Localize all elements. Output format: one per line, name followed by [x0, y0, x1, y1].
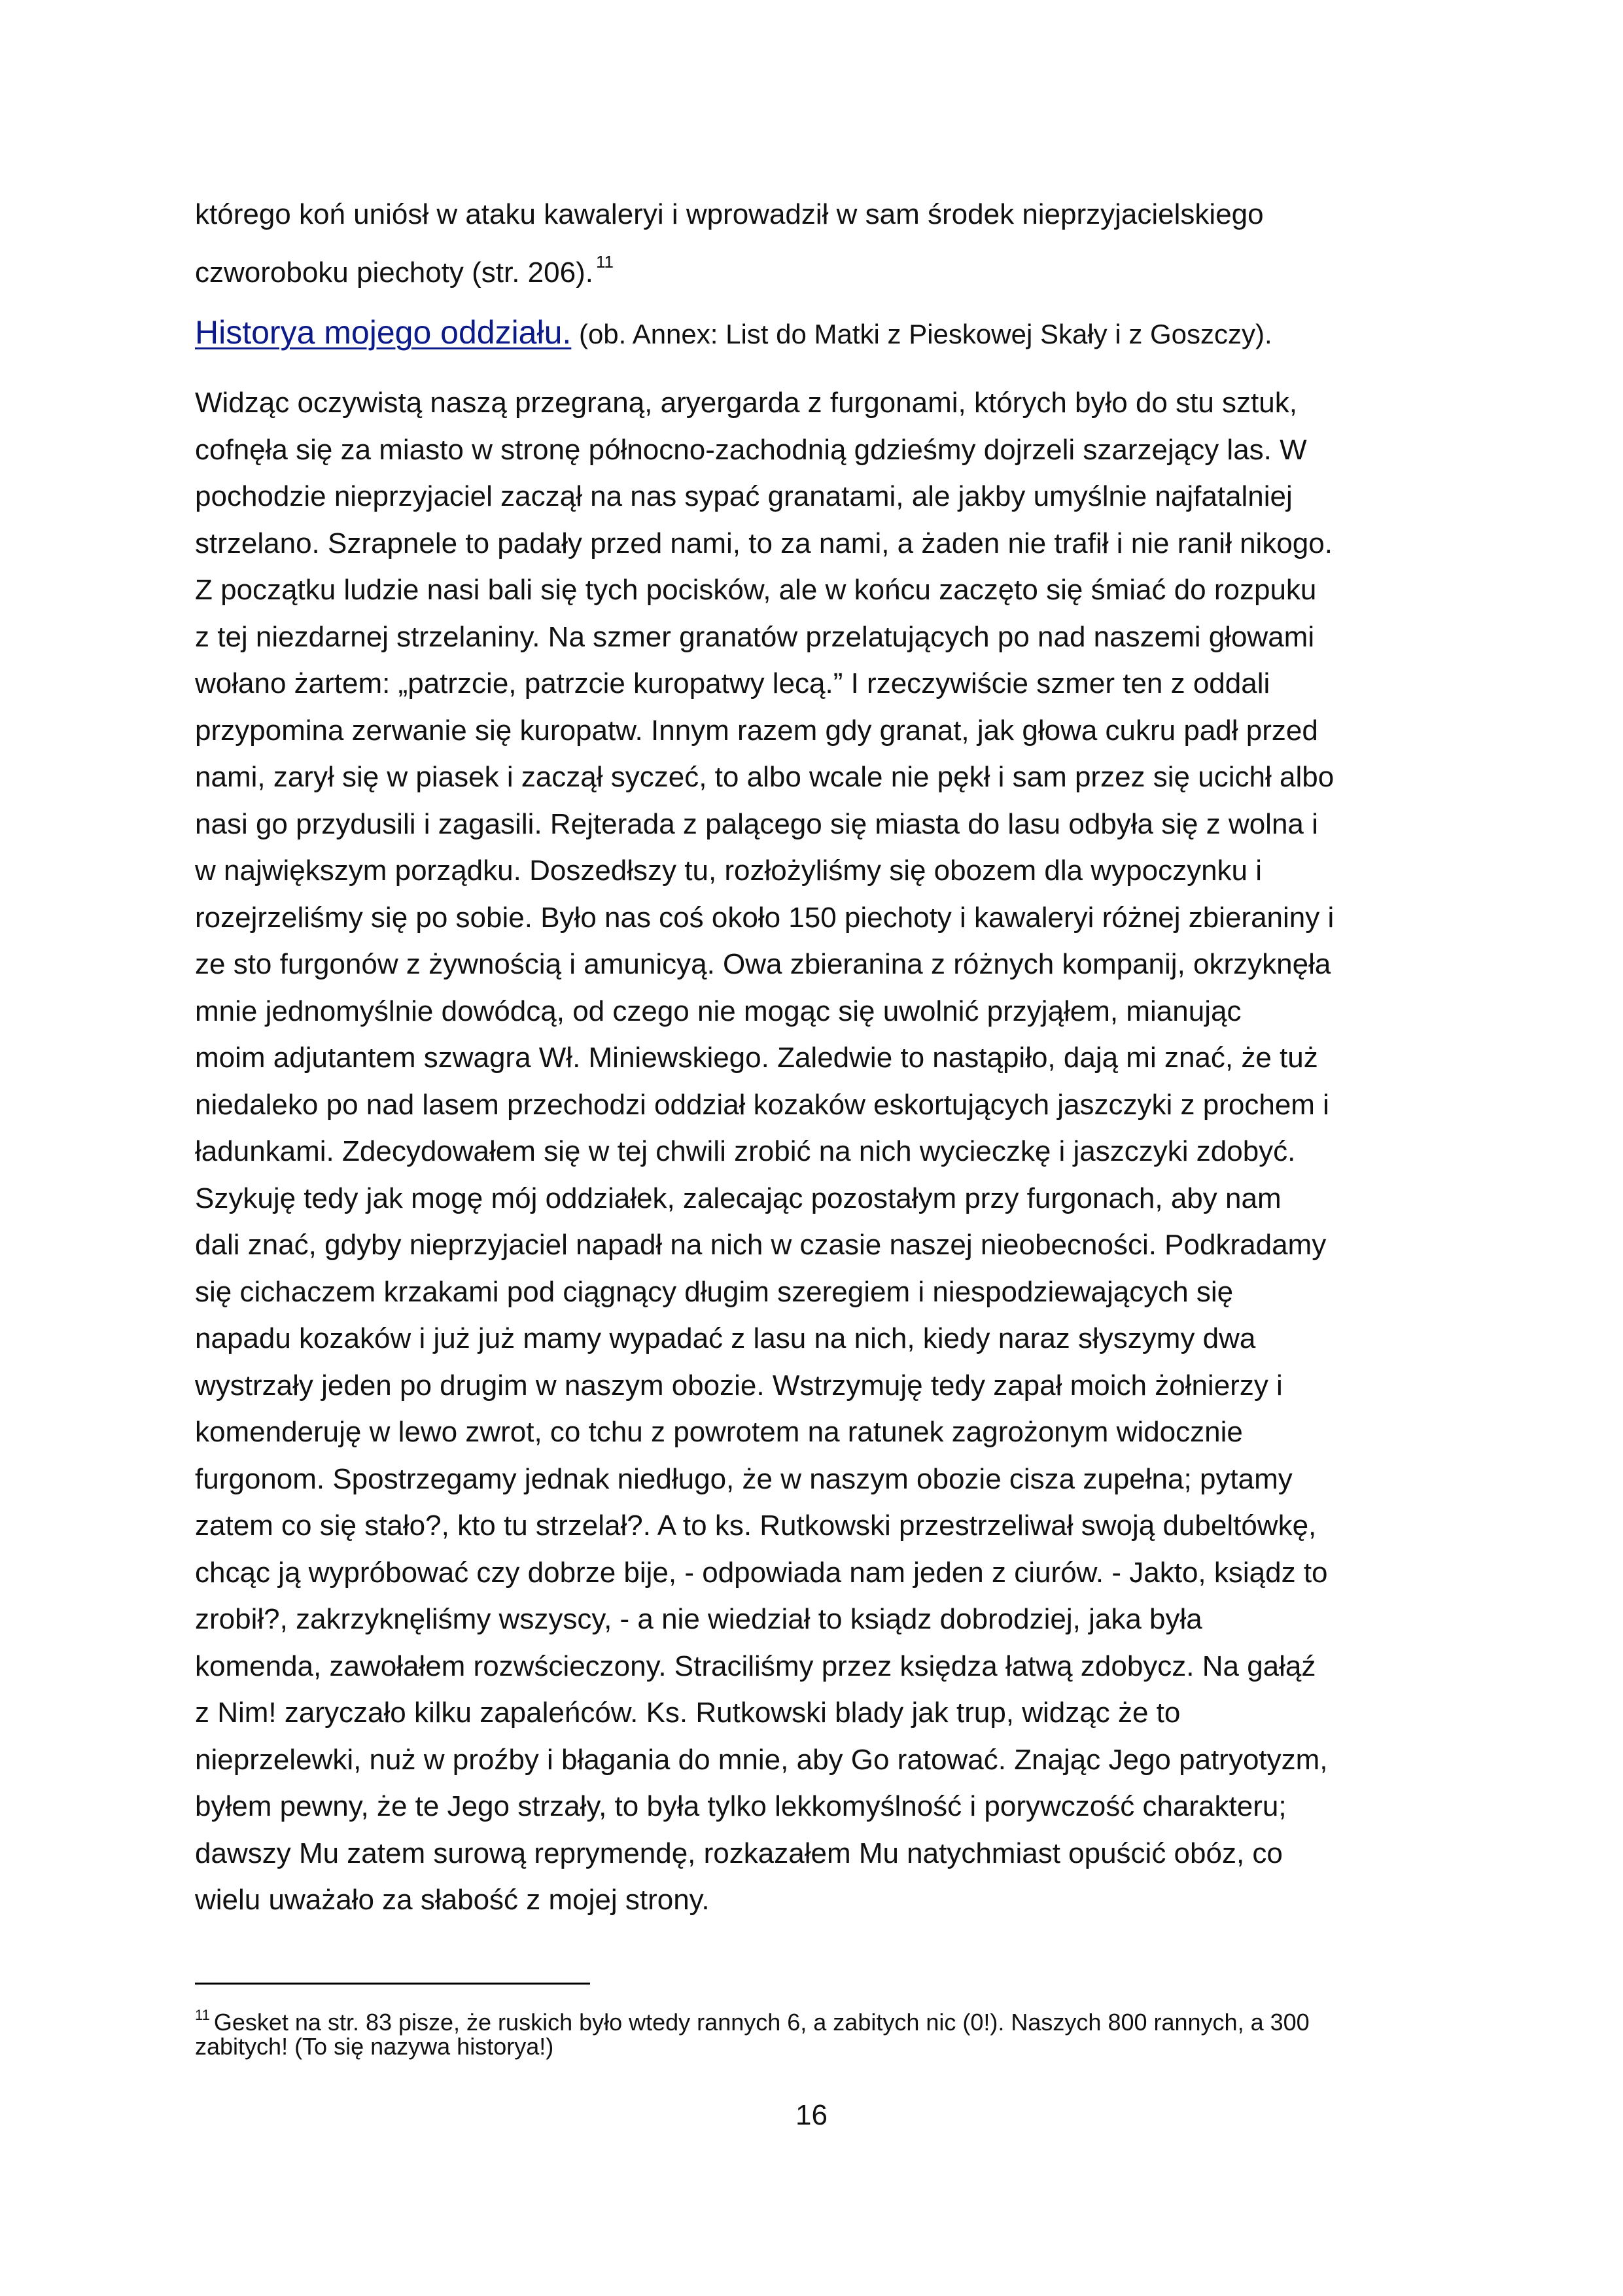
body-line: zrobił?, zakrzyknęliśmy wszyscy, - a nie wiedział to ksiądz dobrodziej, jaka była: [195, 1603, 1202, 1635]
body-line: przypomina zerwanie się kuropatw. Innym razem gdy granat, jak głowa cukru padł przed: [195, 714, 1318, 747]
body-line: rozejrzeliśmy się po sobie. Było nas coś około 150 piechoty i kawaleryi różnej zbieraniny i: [195, 901, 1335, 934]
intro-line: którego koń uniósł w ataku kawaleryi i wprowadził w sam środek nieprzyjacielskiego: [195, 198, 1264, 230]
footnote-line: zabitych! (To się nazywa historya!): [195, 2033, 554, 2060]
body-line: furgonom. Spostrzegamy jednak niedługo, że w naszym obozie cisza zupełna; pytamy: [195, 1462, 1293, 1495]
section-annex-note: (ob. Annex: List do Matki z Pieskowej Skały i z Goszczy).: [571, 319, 1272, 349]
body-line: nasi go przydusili i zagasili. Rejterada z palącego się miasta do lasu odbyła się z wolna i: [195, 807, 1318, 840]
body-line: nami, zarył się w piasek i zaczął syczeć, to albo wcale nie pękł i sam przez się ucichł albo: [195, 761, 1335, 793]
footnote-text: Gesket na str. 83 pisze, że ruskich było wtedy rannych 6, a zabitych nic (0!). Naszych 800 rannych, a 300: [213, 2009, 1310, 2036]
body-line: komenderuję w lewo zwrot, co tchu z powrotem na ratunek zagrożonym widocznie: [195, 1416, 1243, 1448]
section-heading-line: [195, 313, 1272, 354]
body-line: cofnęła się za miasto w stronę północno-zachodnią gdzieśmy dojrzeli szarzejący las. W: [195, 433, 1307, 466]
body-line: ze sto furgonów z żywnością i amunicyą. Owa zbieranina z różnych kompanij, okrzyknęła: [195, 948, 1331, 980]
body-line: się cichaczem krzakami pod ciągnący długim szeregiem i niespodziewających się: [195, 1275, 1234, 1308]
body-line: Szykuję tedy jak mogę mój oddziałek, zalecając pozostałym przy furgonach, aby nam: [195, 1182, 1282, 1214]
footnote-reference[interactable]: 11: [595, 252, 614, 272]
intro-line-text: czworoboku piechoty (str. 206).: [195, 256, 593, 289]
body-line: mnie jednomyślnie dowódcą, od czego nie mogąc się uwolnić przyjąłem, mianując: [195, 995, 1242, 1027]
body-line: Widząc oczywistą naszą przegraną, aryergarda z furgonami, których było do stu sztuk,: [195, 387, 1297, 419]
body-line: moim adjutantem szwagra Wł. Miniewskiego. Zaledwie to nastąpiło, dają mi znać, że tuż: [195, 1042, 1318, 1074]
footnote-number: 11: [195, 2007, 210, 2023]
body-line: wystrzały jeden po drugim w naszym obozie. Wstrzymuję tedy zapał moich żołnierzy i: [195, 1369, 1283, 1402]
body-line: napadu kozaków i już już mamy wypadać z lasu na nich, kiedy naraz słyszymy dwa: [195, 1322, 1256, 1354]
body-line: niedaleko po nad lasem przechodzi oddział kozaków eskortujących jaszczyki z prochem i: [195, 1088, 1329, 1121]
footnote-separator: [195, 1983, 590, 1985]
body-line: dawszy Mu zatem surową reprymendę, rozkazałem Mu natychmiast opuścić obóz, co: [195, 1837, 1283, 1869]
intro-line: [195, 242, 614, 292]
body-line: nieprzelewki, nuż w proźby i błagania do mnie, aby Go ratować. Znając Jego patryotyzm,: [195, 1743, 1328, 1776]
body-line: zatem co się stało?, kto tu strzelał?. A to ks. Rutkowski przestrzeliwał swoją dubeltówkę,: [195, 1510, 1317, 1542]
body-line: Z początku ludzie nasi bali się tych pocisków, ale w końcu zaczęto się śmiać do rozpuku: [195, 574, 1317, 606]
body-line: byłem pewny, że te Jego strzały, to była tylko lekkomyślność i porywczość charakteru;: [195, 1790, 1287, 1822]
body-line: z Nim! zaryczało kilku zapaleńców. Ks. Rutkowski blady jak trup, widząc że to: [195, 1697, 1181, 1729]
body-line: dali znać, gdyby nieprzyjaciel napadł na nich w czasie naszej nieobecności. Podkradamy: [195, 1229, 1327, 1261]
body-line: wołano żartem: „patrzcie, patrzcie kuropatwy lecą.” I rzeczywiście szmer ten z oddali: [195, 667, 1270, 699]
body-line: z tej niezdarnej strzelaniny. Na szmer granatów przelatujących po nad naszemi głowami: [195, 620, 1315, 653]
body-line: w największym porządku. Doszedłszy tu, rozłożyliśmy się obozem dla wypoczynku i: [195, 855, 1263, 887]
body-line: komenda, zawołałem rozwścieczony. Straciliśmy przez księdza łatwą zdobycz. Na gałąź: [195, 1650, 1316, 1682]
body-line: ładunkami. Zdecydowałem się w tej chwili zrobić na nich wycieczkę i jaszczyki zdobyć.: [195, 1135, 1296, 1167]
page-number: 16: [795, 2099, 828, 2131]
body-line: chcąc ją wypróbować czy dobrze bije, - odpowiada nam jeden z ciurów. - Jakto, ksiądz to: [195, 1556, 1328, 1589]
body-line: wielu uważało za słabość z mojej strony.: [195, 1884, 710, 1916]
body-line: strzelano. Szrapnele to padały przed nami, to za nami, a żaden nie trafił i nie ranił nikogo.: [195, 527, 1333, 559]
section-link[interactable]: Historya mojego oddziału.: [195, 314, 572, 351]
body-line: pochodzie nieprzyjaciel zaczął na nas sypać granatami, ale jakby umyślnie najfatalniej: [195, 480, 1293, 512]
